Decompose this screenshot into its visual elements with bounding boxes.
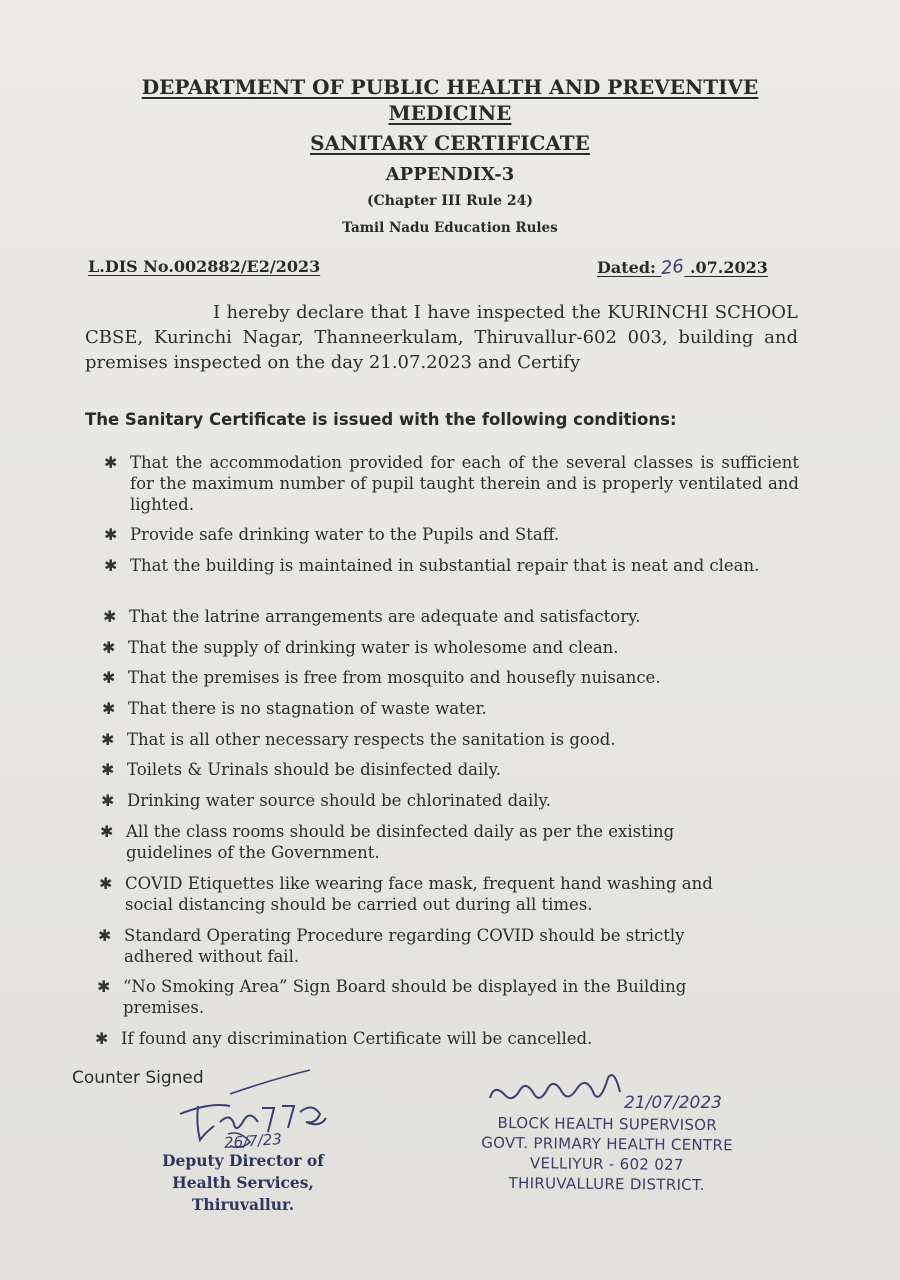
asterisk-bullet-icon: ✱	[95, 1029, 109, 1048]
condition-item: ✱ That the accommodation provided for each of the several classes is sufficient for the maximum number of pupil taught therein and is properly ventilated and lighted.	[104, 453, 799, 514]
asterisk-bullet-icon: ✱	[98, 926, 112, 945]
dated-rest: .07.2023	[689, 258, 768, 277]
deputy-director-designation: Deputy Director of Health Services, Thiruvallur.	[162, 1151, 324, 1214]
asterisk-bullet-icon: ✱	[99, 874, 113, 893]
counter-signed-label: Counter Signed	[72, 1068, 204, 1088]
rules-name: Tamil Nadu Education Rules	[342, 220, 558, 236]
condition-item: ✱ That there is no stagnation of waste water.	[102, 699, 487, 718]
dated-label: Dated:	[597, 258, 656, 277]
deputy-signed-date: 26/7/23	[223, 1130, 283, 1152]
department-title: DEPARTMENT OF PUBLIC HEALTH AND PREVENTIVE MEDICINE	[141, 75, 759, 125]
supervisor-signed-date: 21/07/2023	[624, 1093, 722, 1113]
asterisk-bullet-icon: ✱	[102, 668, 116, 687]
condition-item: ✱ That the latrine arrangements are adequate and satisfactory.	[103, 607, 641, 626]
asterisk-bullet-icon: ✱	[103, 607, 117, 626]
condition-item: ✱ Toilets & Urinals should be disinfected daily.	[101, 760, 501, 779]
certificate-title: SANITARY CERTIFICATE	[310, 131, 590, 155]
asterisk-bullet-icon: ✱	[101, 760, 115, 779]
block-supervisor-signature	[482, 1064, 722, 1120]
condition-item: ✱ That the building is maintained in substantial repair that is neat and clean.	[104, 556, 760, 575]
declaration-paragraph: I hereby declare that I have inspected the KURINCHI SCHOOL CBSE, Kurinchi Nagar, Thanneerkulam, Thiruvallur-602 003, building and premises inspected on the day 21.07.2023 and Certify	[85, 302, 798, 373]
dated-day-handwritten: 26	[660, 255, 686, 280]
condition-item: ✱ If found any discrimination Certificate will be cancelled.	[95, 1029, 593, 1048]
asterisk-bullet-icon: ✱	[102, 638, 116, 657]
asterisk-bullet-icon: ✱	[97, 977, 111, 996]
asterisk-bullet-icon: ✱	[101, 791, 115, 810]
asterisk-bullet-icon: ✱	[101, 730, 115, 749]
condition-item: ✱ Drinking water source should be chlorinated daily.	[101, 791, 551, 810]
conditions-heading: The Sanitary Certificate is issued with the following conditions:	[85, 410, 677, 429]
asterisk-bullet-icon: ✱	[104, 556, 118, 575]
condition-item: ✱ Provide safe drinking water to the Pupils and Staff.	[104, 525, 560, 544]
asterisk-bullet-icon: ✱	[104, 453, 118, 472]
condition-item: ✱ “No Smoking Area” Sign Board should be displayed in the Building premises.	[97, 977, 687, 1017]
asterisk-bullet-icon: ✱	[100, 822, 114, 841]
appendix-label: APPENDIX-3	[385, 164, 515, 185]
condition-item: ✱ COVID Etiquettes like wearing face mask, frequent hand washing and social distancing should be carried out during all times.	[99, 874, 713, 914]
dated-field	[597, 257, 768, 278]
asterisk-bullet-icon: ✱	[104, 525, 118, 544]
condition-item: ✱ Standard Operating Procedure regarding COVID should be strictly adhered without fail.	[98, 926, 685, 966]
condition-item: ✱ That the premises is free from mosquito and housefly nuisance.	[102, 668, 661, 687]
chapter-rule: (Chapter III Rule 24)	[367, 193, 533, 209]
condition-item: ✱ All the class rooms should be disinfected daily as per the existing guidelines of the Government.	[100, 822, 675, 862]
block-supervisor-stamp: BLOCK HEALTH SUPERVISOR GOVT. PRIMARY HEALTH CENTRE VELLIYUR - 602 027 THIRUVALLURE DISTRICT.	[481, 1113, 734, 1195]
condition-item: ✱ That is all other necessary respects the sanitation is good.	[101, 730, 616, 749]
condition-item: ✱ That the supply of drinking water is wholesome and clean.	[102, 638, 619, 657]
asterisk-bullet-icon: ✱	[102, 699, 116, 718]
reference-number: L.DIS No.002882/E2/2023	[88, 257, 321, 276]
